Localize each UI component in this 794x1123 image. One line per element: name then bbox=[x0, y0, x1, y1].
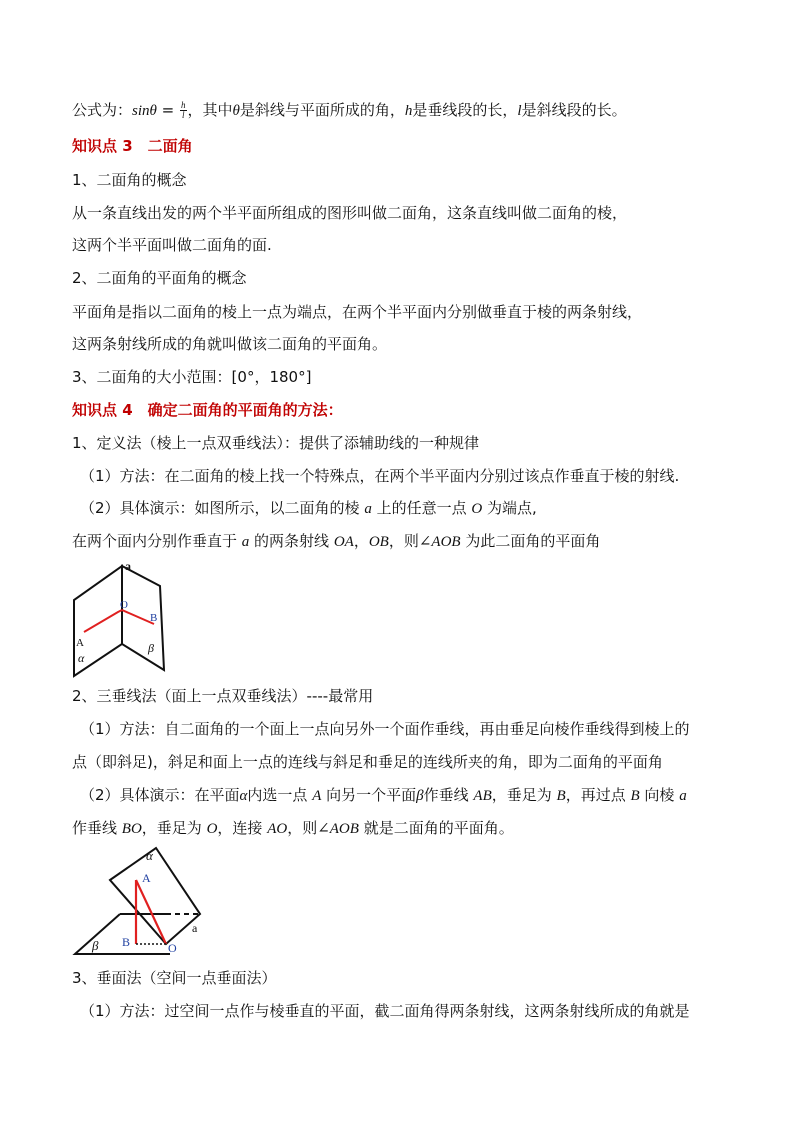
section3-item1-line2: 这两个半平面叫做二面角的面. bbox=[72, 236, 272, 254]
section3-item2-line1: 平面角是指以二面角的棱上一点为端点，在两个半平面内分别做垂直于棱的两条射线， bbox=[72, 303, 643, 321]
formula-numerator: h bbox=[181, 100, 186, 110]
label-B: B bbox=[150, 612, 158, 624]
label-O: O bbox=[120, 599, 128, 611]
m2p3-text-a: （2）具体演示：在平面 bbox=[80, 786, 240, 804]
label-alpha: α bbox=[146, 848, 153, 863]
formula-line bbox=[72, 100, 627, 121]
m1p3-text-b: 的两条射线 bbox=[249, 532, 334, 550]
m2p3-var-B2: B bbox=[630, 788, 640, 804]
m1p3-var-OB: OB bbox=[368, 534, 389, 550]
m2p3-var-AB: AB bbox=[473, 788, 492, 804]
m1p3-text-d: ，则 bbox=[388, 532, 419, 550]
method3-title: 3、垂面法（空间一点垂面法） bbox=[72, 969, 277, 987]
m2p4-text-e: 就是二面角的平面角。 bbox=[358, 819, 514, 837]
method1-paragraph1: （1）方法：在二面角的棱上找一个特殊点，在两个半平面内分别过该点作垂直于棱的射线. bbox=[80, 467, 680, 485]
m2p3-var-A: A bbox=[312, 788, 322, 804]
method1-paragraph2 bbox=[80, 498, 537, 519]
m2p3-var-beta: β bbox=[416, 788, 424, 804]
m1p3-var-a: a bbox=[241, 534, 250, 550]
section3-item1-title: 1、二面角的概念 bbox=[72, 171, 187, 189]
figure-definition-method bbox=[68, 560, 178, 680]
section3-item2-line2: 这两条射线所成的角就叫做该二面角的平面角。 bbox=[72, 335, 388, 353]
formula-eq: = bbox=[156, 101, 179, 119]
section3-item2-title: 2、二面角的平面角的概念 bbox=[72, 269, 247, 287]
m2p4-var-O: O bbox=[206, 821, 218, 837]
section3-item3: 3、二面角的大小范围：[0°，180°] bbox=[72, 368, 312, 386]
formula-sin: sinθ bbox=[132, 103, 157, 119]
m1p2-text-a: （2）具体演示：如图所示，以二面角的棱 bbox=[80, 499, 365, 517]
m2p3-var-a: a bbox=[679, 788, 687, 804]
m2p3-text-c: 向另一个平面 bbox=[321, 786, 417, 804]
figure-three-perpendiculars bbox=[70, 840, 220, 960]
ray-OA bbox=[84, 610, 122, 632]
formula-fraction bbox=[180, 101, 187, 120]
formula-theta: θ bbox=[232, 103, 240, 119]
formula-text-1: ，其中 bbox=[187, 101, 233, 119]
m1p3-text-e: 为此二面角的平面角 bbox=[460, 532, 601, 550]
method2-paragraph4 bbox=[72, 818, 514, 839]
plane-beta bbox=[122, 566, 164, 670]
m2p3-text-b: 内选一点 bbox=[247, 786, 313, 804]
segment-AO bbox=[136, 880, 166, 944]
method3-paragraph1: （1）方法：过空间一点作与棱垂直的平面，截二面角得两条射线，这两条射线所成的角就是 bbox=[80, 1002, 690, 1020]
m1p2-text-b: 上的任意一点 bbox=[371, 499, 472, 517]
formula-text-3: 是垂线段的长， bbox=[412, 101, 518, 119]
formula-l: l bbox=[517, 103, 522, 119]
m1p3-var-AOB: ∠AOB bbox=[418, 534, 461, 550]
method2-title: 2、三垂线法（面上一点双垂线法）----最常用 bbox=[72, 687, 374, 705]
m2p4-var-AO: AO bbox=[267, 821, 288, 837]
formula-text-2: 是斜线与平面所成的角， bbox=[239, 101, 405, 119]
label-A: A bbox=[76, 637, 84, 649]
m1p3-text-a: 在两个面内分别作垂直于 bbox=[72, 532, 242, 550]
m2p4-var-AOB: ∠AOB bbox=[317, 821, 359, 837]
m1p3-var-OA: OA bbox=[333, 534, 354, 550]
method2-paragraph1: （1）方法：自二面角的一个面上一点向另外一个面作垂线，再由垂足向棱作垂线得到棱上的 bbox=[80, 720, 690, 738]
method2-paragraph3 bbox=[80, 785, 687, 806]
label-alpha: α bbox=[78, 651, 85, 665]
m2p4-text-a: 作垂线 bbox=[72, 819, 122, 837]
m2p4-var-BO: BO bbox=[121, 821, 142, 837]
formula-prefix: 公式为： bbox=[72, 101, 133, 119]
m2p3-var-B: B bbox=[556, 788, 566, 804]
section3-heading: 知识点 3 二面角 bbox=[72, 137, 193, 155]
m1p3-text-c: ， bbox=[353, 532, 369, 550]
m2p4-text-d: ，则 bbox=[287, 819, 318, 837]
section4-heading: 知识点 4 确定二面角的平面角的方法： bbox=[72, 401, 343, 419]
m2p3-text-e: ，垂足为 bbox=[491, 786, 557, 804]
method1-paragraph3 bbox=[72, 531, 600, 552]
formula-denominator: l bbox=[181, 110, 185, 120]
label-B: B bbox=[122, 935, 131, 949]
plane-alpha bbox=[110, 848, 200, 944]
label-beta: β bbox=[148, 641, 154, 655]
m2p4-text-b: ，垂足为 bbox=[141, 819, 207, 837]
m2p3-text-g: 向棱 bbox=[639, 786, 680, 804]
formula-text-4: 是斜线段的长。 bbox=[521, 101, 627, 119]
m1p2-var-O: O bbox=[471, 501, 483, 517]
m2p3-var-alpha: α bbox=[239, 788, 248, 804]
section3-item1-line1: 从一条直线出发的两个半平面所组成的图形叫做二面角，这条直线叫做二面角的棱， bbox=[72, 204, 628, 222]
label-A: A bbox=[142, 871, 151, 885]
m2p4-text-c: ，连接 bbox=[217, 819, 268, 837]
m2p3-text-d: 作垂线 bbox=[423, 786, 474, 804]
method2-paragraph2: 点（即斜足)，斜足和面上一点的连线与斜足和垂足的连线所夹的角，即为二面角的平面角 bbox=[72, 753, 663, 771]
label-a: a bbox=[125, 560, 131, 573]
label-beta: β bbox=[92, 938, 99, 953]
formula-h: h bbox=[404, 103, 413, 119]
m2p3-text-f: ，再过点 bbox=[565, 786, 631, 804]
label-a: a bbox=[192, 921, 198, 935]
method1-title: 1、定义法（棱上一点双垂线法）：提供了添辅助线的一种规律 bbox=[72, 434, 480, 452]
m1p2-var-a: a bbox=[364, 501, 372, 517]
label-O: O bbox=[168, 941, 177, 955]
m1p2-text-c: 为端点, bbox=[482, 499, 537, 517]
